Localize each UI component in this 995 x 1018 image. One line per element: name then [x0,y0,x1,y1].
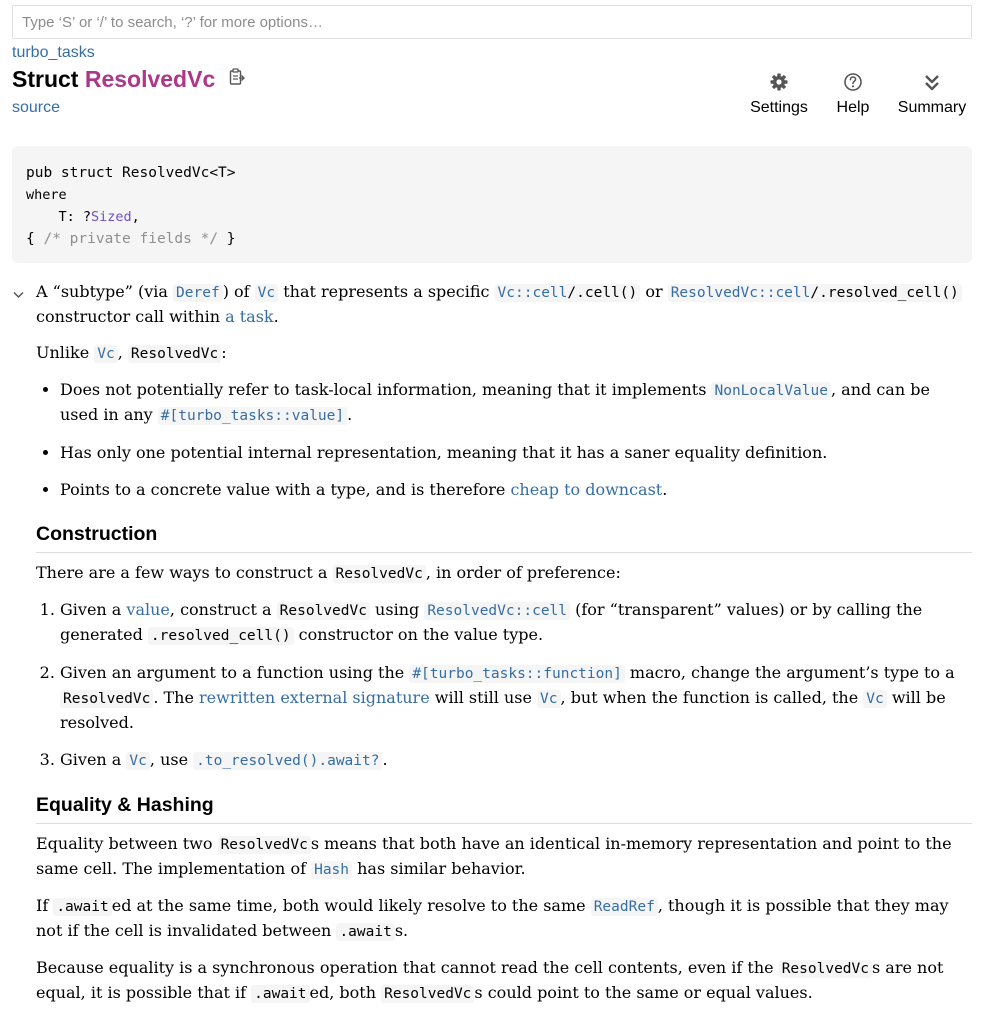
text: or [640,282,668,301]
code: Vc [537,690,560,708]
docblock [36,280,972,1018]
code: Vc [255,284,278,302]
decl-bound-prefix: T: ? [26,209,92,225]
text: Does not potentially refer to task-local information, meaning that it implements [60,380,712,399]
text: (for “transparent” values) or by calling the generated [60,600,923,644]
list-item [60,378,972,428]
chevron-down-icon [13,287,24,302]
help-button[interactable] [828,70,878,117]
properties-list [36,378,972,502]
search-bar [12,5,972,39]
text: There are a few ways to construct a [36,563,333,582]
text: / [810,285,820,301]
text: using [369,600,425,619]
text: s means that both have an identical in-memory representation and point to the same cell. The implementation of [36,834,952,878]
nonlocalvalue-link[interactable] [711,380,831,399]
deref-link[interactable] [173,282,223,301]
decl-line-signature: pub struct ResolvedVc<T> [26,165,236,181]
vc-link[interactable] [863,688,886,707]
struct-declaration [12,146,972,263]
code: .await [251,985,309,1003]
decl-line-where: where [26,187,67,203]
code: ResolvedVc [381,985,474,1003]
text: . [347,405,353,424]
code: Vc [863,690,886,708]
code: ResolvedVc [779,960,872,978]
equality-paragraph-3 [36,956,972,1006]
double-chevron-down-icon [924,70,940,94]
text: Points to a concrete value with a type, and is therefore [60,480,511,499]
a-task-link[interactable]: a task [225,307,274,326]
text: / [567,285,577,301]
text: Given a [60,600,127,619]
text: , but when the function is called, the [560,688,864,707]
text: , and can be used in any [60,380,930,424]
page-title [12,66,245,93]
text: .cell() [576,285,638,301]
text: . [273,307,279,326]
text: ed, both [309,983,382,1002]
text: . [662,480,668,499]
text: , use [149,750,194,769]
code: ResolvedVc [333,565,426,583]
code: #[turbo_tasks::value] [158,407,347,425]
list-item [60,441,972,465]
toolbar [744,70,972,117]
code: ResolvedVc [277,602,370,620]
unlike-paragraph [36,341,972,366]
code: ResolvedVc [128,345,221,363]
text: A “subtype” (via [36,282,174,301]
text: macro, change the argument’s type to a [624,663,955,682]
text: . The [153,688,200,707]
resolvedvc-cell-link[interactable] [424,600,570,619]
source-link[interactable]: source [12,99,61,116]
resolved-cell-code [668,284,962,302]
code: NonLocalValue [711,382,831,400]
text: Unlike [36,343,95,362]
equality-paragraph-2 [36,894,972,944]
code: .to_resolved().await? [193,752,382,770]
help-label: Help [836,99,870,116]
code: .await [53,898,111,916]
code: ResolvedVc [218,836,311,854]
settings-label: Settings [750,99,808,116]
text: ) of [222,282,255,301]
text: constructor call within [36,307,226,326]
text: Because equality is a synchronous operation that cannot read the cell contents, even if the [36,958,779,977]
vc-link[interactable] [94,343,117,362]
code: ResolvedVc [60,690,153,708]
cell-code [495,284,641,302]
text: , [117,343,128,362]
construction-list [36,598,972,773]
text: will be resolved. [60,688,946,732]
cheap-to-downcast-link[interactable]: cheap to downcast [510,480,663,499]
search-input[interactable] [12,5,972,39]
decl-bound-suffix: , [131,209,140,225]
text: Given a [60,750,127,769]
copy-icon[interactable] [229,65,245,92]
text: . [382,750,388,769]
list-item [60,661,972,735]
list-item [60,598,972,648]
item-kind: Struct [12,66,79,92]
code: Vc [126,752,149,770]
vc-link[interactable] [537,688,560,707]
text: s could point to the same or equal values. [474,983,813,1002]
code: ResolvedVc::cell [424,602,570,620]
code: ReadRef [591,898,658,916]
text: If [36,896,54,915]
decl-line-fields [26,231,236,247]
vc-link[interactable] [255,282,278,301]
code: #[turbo_tasks::function] [409,665,625,683]
summary-label: Summary [897,99,967,116]
decl-brace-open: { [26,231,44,247]
text: , construct a [169,600,277,619]
text: ed at the same time, both would likely resolve to the same [111,896,591,915]
to-resolved-link[interactable] [193,750,382,769]
collapse-docblock-toggle[interactable] [13,287,24,302]
text: has similar behavior. [352,859,526,878]
text: , though it is possible that they may not if the cell is invalidated between [36,896,949,940]
text: Given an argument to a function using the [60,663,410,682]
text: : [221,343,227,362]
decl-brace-close: } [218,231,236,247]
construction-heading[interactable]: Construction [36,522,972,553]
code: Hash [311,861,352,879]
crate-breadcrumb-link[interactable]: turbo_tasks [12,44,95,61]
text: constructor on the value type. [293,625,544,644]
value-link[interactable]: value [126,600,170,619]
text: .resolved_cell() [819,285,959,301]
text: s. [394,921,409,940]
list-item [60,748,972,773]
list-item [60,478,972,502]
code: Vc [94,345,117,363]
code: Deref [173,284,223,302]
resolvedvc-cell-link[interactable]: ResolvedVc::cell [670,285,811,301]
vc-cell-link[interactable]: Vc::cell [497,285,568,301]
intro-paragraph [36,280,972,329]
struct-name: ResolvedVc [84,66,216,92]
summary-button[interactable] [892,70,972,117]
settings-button[interactable] [744,70,814,117]
help-circle-icon [843,70,863,94]
text: s are not equal, it is possible that if [36,958,944,1002]
code: .resolved_cell() [148,627,294,645]
text: Equality between two [36,834,218,853]
text: , in order of preference: [425,563,621,582]
gear-icon [769,70,789,94]
sized-trait-link[interactable]: Sized [91,209,132,225]
text: that represents a specific [278,282,495,301]
construction-intro [36,561,972,586]
readref-link[interactable] [591,896,658,915]
decl-private-fields-comment: /* private fields */ [43,231,219,247]
value-macro-link[interactable] [158,405,347,424]
equality-hashing-heading[interactable]: Equality & Hashing [36,793,972,824]
rewritten-signature-link[interactable]: rewritten external signature [199,688,430,707]
hash-link[interactable] [311,859,352,878]
decl-line-bound [26,209,140,225]
function-macro-link[interactable] [409,663,625,682]
text: will still use [429,688,538,707]
equality-paragraph-1 [36,832,972,882]
vc-link[interactable] [126,750,149,769]
text: Has only one potential internal representation, meaning that it has a saner equality definition. [60,443,828,462]
code: .await [336,923,394,941]
